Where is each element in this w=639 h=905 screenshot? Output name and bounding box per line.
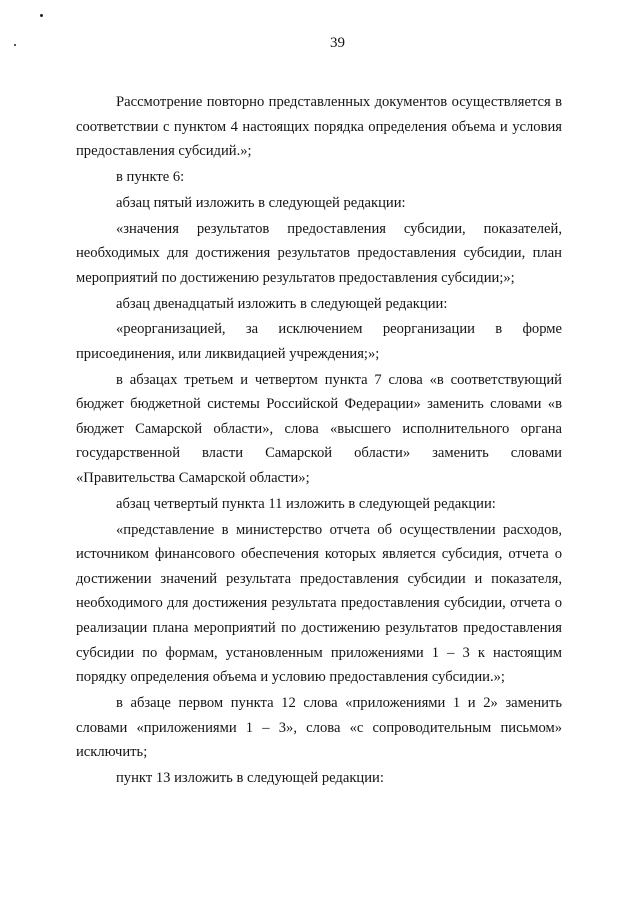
paragraph: в абзаце первом пункта 12 слова «приложениями 1 и 2» заменить словами «приложениями 1 – 3», слова «с сопроводительным письмом» исключить; bbox=[76, 694, 562, 761]
paragraph: «значения результатов предоставления субсидии, показателей, необходимых для достижения результатов предоставления субсидии, план мероприятий по достижению результатов предоставления субсидии;»; bbox=[76, 220, 562, 286]
paragraph: абзац четвертый пункта 11 изложить в следующей редакции: bbox=[116, 495, 496, 512]
scan-speck bbox=[14, 44, 16, 46]
paragraph: «реорганизацией, за исключением реорганизации в форме присоединения, или ликвидацией учреждения;»; bbox=[76, 321, 562, 362]
paragraph: в абзацах третьем и четвертом пункта 7 слова «в соответствующий бюджет бюджетной системы Российской Федерации» заменить словами «в бюджет Самарской области», слова «высшего исполнительного органа государственной власти Самарской области» заменить словами «Правительства Самарской области»; bbox=[76, 371, 562, 487]
paragraph: в пункте 6: bbox=[116, 168, 185, 185]
paragraph: «представление в министерство отчета об осуществлении расходов, источником финансового обеспечения которых является субсидия, отчета о достижении значений результата предоставления субсидии и показателя, необходимого для достижения результата предоставления субсидии, отчета о реализации плана мероприятий по достижению результатов предоставления субсидии по формам, установленным приложениями 1 – 3 к настоящим порядку определения объема и условию предоставления субсидии.»; bbox=[76, 521, 562, 686]
paragraph: пункт 13 изложить в следующей редакции: bbox=[116, 769, 384, 786]
document-body bbox=[76, 90, 562, 792]
scan-speck bbox=[40, 14, 43, 17]
paragraph: абзац пятый изложить в следующей редакции: bbox=[116, 194, 406, 211]
page-number: 39 bbox=[330, 35, 345, 51]
paragraph: Рассмотрение повторно представленных документов осуществляется в соответствии с пунктом 4 настоящих порядка определения объема и условия предоставления субсидий.»; bbox=[76, 94, 562, 160]
paragraph: абзац двенадцатый изложить в следующей редакции: bbox=[116, 295, 448, 312]
